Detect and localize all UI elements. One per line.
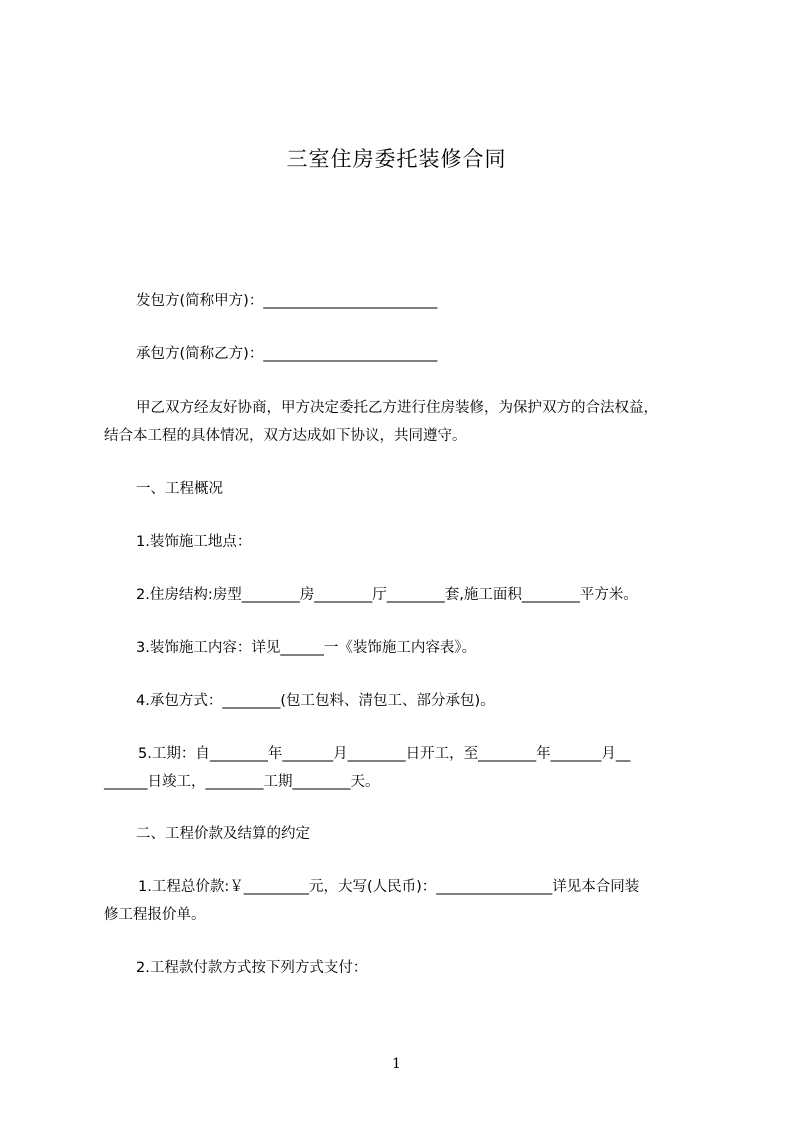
item-2-1-line-2: 修工程报价单。: [104, 907, 206, 923]
item-2-1-line-1: 1.工程总价款:￥_________元，大写(人民币)：________________详见本合同装: [138, 879, 640, 895]
item-1-2: 2.住房结构:房型________房________厅________套,施工面积________平方米。: [136, 587, 638, 603]
preamble-line-2: 结合本工程的具体情况，双方达成如下协议，共同遵守。: [104, 428, 467, 444]
section-1-heading: 一、工程概况: [136, 481, 223, 497]
party-a-line: 发包方(简称甲方)：________________________: [136, 293, 438, 309]
section-2-heading: 二、工程价款及结算的约定: [136, 826, 310, 842]
page-number: 1: [392, 1056, 401, 1072]
party-b-line: 承包方(简称乙方)：________________________: [136, 346, 438, 362]
item-1-5-line-2: ______日竣工，________工期________天。: [104, 774, 380, 790]
item-2-2: 2.工程款付款方式按下列方式支付：: [136, 960, 368, 976]
preamble-line-1: 甲乙双方经友好协商，甲方决定委托乙方进行住房装修，为保护双方的合法权益，: [136, 400, 658, 416]
item-1-5-line-1: 5.工期：自________年_______月________日开工，至________年_______月__: [138, 746, 631, 762]
item-1-4: 4.承包方式：________(包工包料、清包工、部分承包)。: [136, 693, 495, 709]
contract-title: 三室住房委托装修合同: [286, 147, 507, 171]
item-1-3: 3.装饰施工内容：详见______一《装饰施工内容表》。: [136, 640, 477, 656]
item-1-1: 1.装饰施工地点：: [136, 534, 252, 550]
